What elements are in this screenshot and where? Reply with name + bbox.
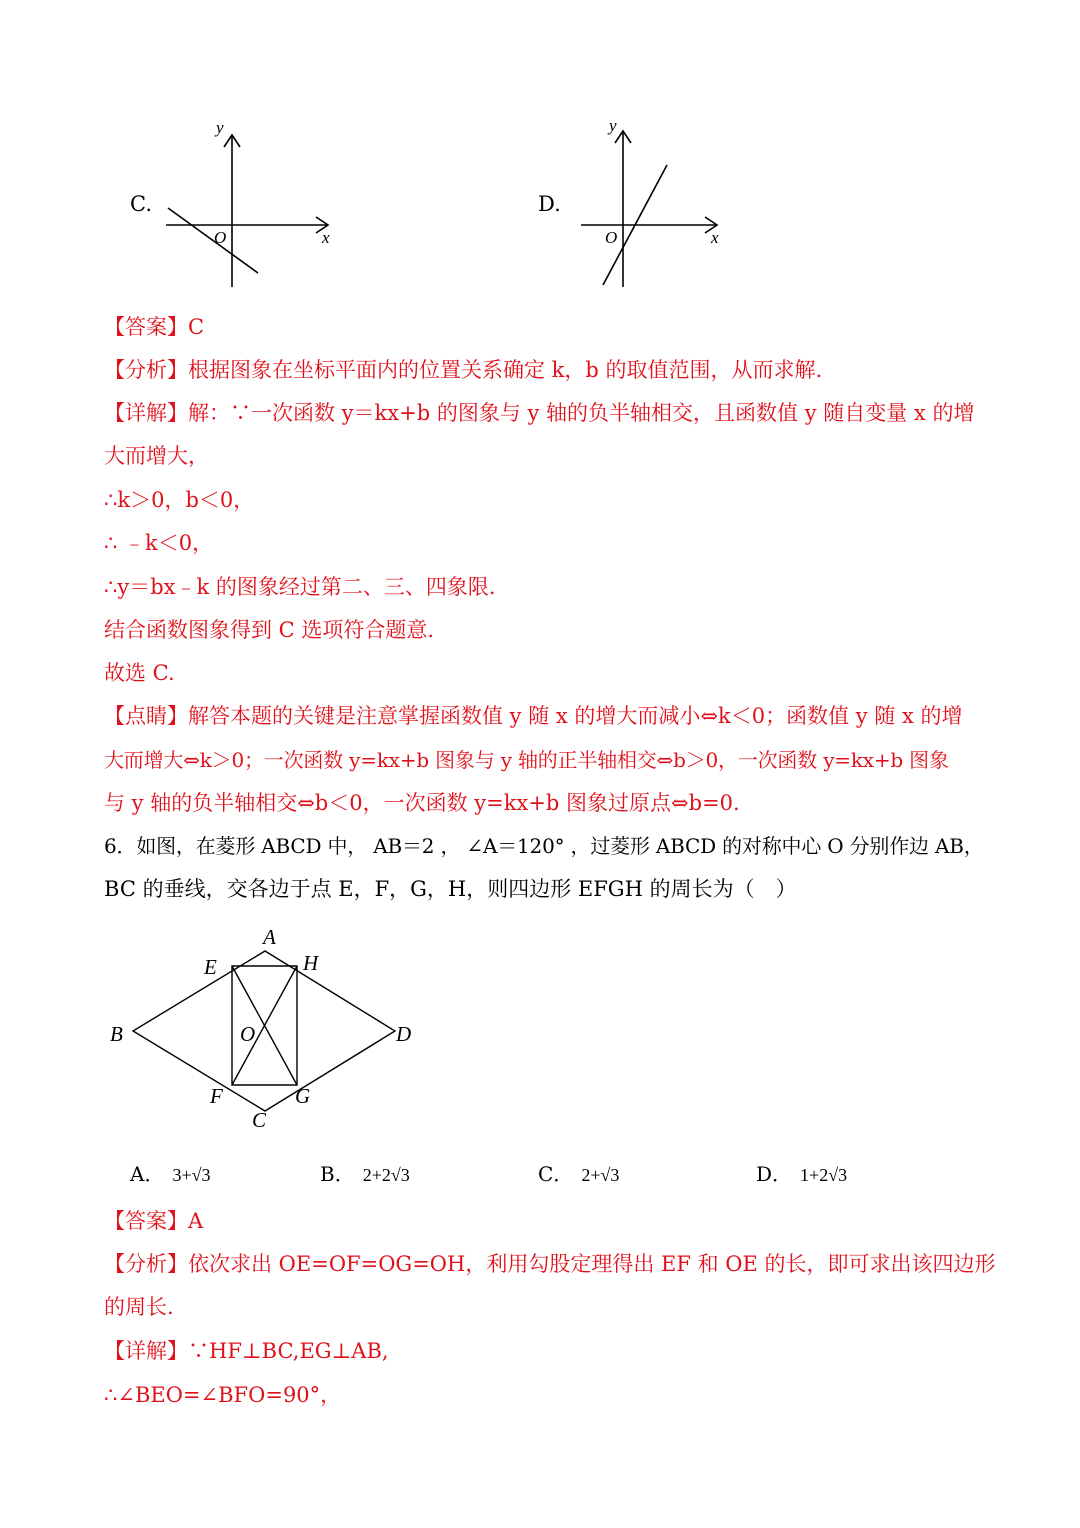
center-o-label: O — [240, 1022, 256, 1046]
q6-option-b[interactable] — [320, 1158, 410, 1187]
q5-analysis-text: 根据图象在坐标平面内的位置关系确定 k，b 的取值范围，从而求解. — [188, 358, 823, 382]
q6-analysis-line1 — [104, 1249, 995, 1279]
option-d-label: D. — [538, 192, 561, 216]
q5-analysis-label: 【分析】 — [104, 358, 188, 382]
rhombus-figure — [100, 920, 430, 1140]
q6-option-a[interactable] — [130, 1158, 210, 1187]
q5-answer-label: 【答案】 — [104, 315, 188, 339]
graph-d — [575, 115, 755, 290]
q5-step2: ∴ ﹣k＜0， — [104, 531, 214, 555]
option-c-label: C. — [130, 192, 152, 216]
vertex-d-label: D — [396, 1022, 412, 1046]
q6-option-d-value: 1+2√3 — [800, 1165, 848, 1185]
q5-detail-line1 — [104, 398, 974, 428]
q6-detail-line2: ∴∠BEO=∠BFO=90°， — [104, 1383, 342, 1407]
q6-detail-line1 — [104, 1336, 389, 1366]
q6-analysis-line2: 的周长. — [104, 1295, 174, 1319]
q6-option-d[interactable] — [756, 1158, 847, 1187]
q6-analysis-text1: 依次求出 OE=OF=OG=OH，利用勾股定理得出 EF 和 OE 的长，即可求出该四边形 — [188, 1252, 996, 1276]
q6-analysis-label: 【分析】 — [104, 1252, 188, 1276]
graph-d-y-label: y — [609, 116, 617, 135]
graph-c — [160, 115, 340, 290]
graph-d-x-label: x — [711, 228, 719, 247]
q6-option-b-letter: B． — [320, 1162, 355, 1186]
q6-option-a-letter: A． — [130, 1162, 165, 1186]
q6-question-line2: BC 的垂线，交各边于点 E，F，G，H，则四边形 EFGH 的周长为（ ） — [104, 877, 797, 901]
graph-c-origin-label: O — [214, 228, 227, 247]
q5-detail-label: 【详解】 — [104, 401, 188, 425]
q5-step4: 结合函数图象得到 C 选项符合题意. — [104, 618, 435, 642]
q5-comment-label: 【点睛】 — [104, 704, 188, 728]
q6-answer — [104, 1206, 203, 1236]
q6-detail-text1: ∵HF⊥BC,EG⊥AB, — [188, 1339, 389, 1363]
q6-option-c-value: 2+√3 — [581, 1165, 620, 1185]
point-g-label: G — [295, 1084, 311, 1108]
vertex-b-label: B — [110, 1022, 123, 1046]
q6-question-line1: 6．如图，在菱形 ABCD 中， AB＝2 ， ∠A＝120° ，过菱形 ABCD 的对称中心 O 分别作边 AB， — [104, 834, 984, 858]
q6-option-a-value: 3+√3 — [172, 1165, 211, 1185]
q5-comment-line3: 与 y 轴的负半轴相交⇔b＜0，一次函数 y=kx+b 图象过原点⇔b=0. — [104, 791, 740, 815]
point-f-label: F — [210, 1084, 223, 1108]
point-h-label: H — [303, 951, 319, 975]
q5-step1: ∴k＞0，b＜0， — [104, 488, 255, 512]
q5-comment-text1: 解答本题的关键是注意掌握函数值 y 随 x 的增大而减小⇔k＜0；函数值 y 随 x 的增 — [188, 704, 963, 728]
vertex-a-label: A — [263, 925, 276, 949]
q6-option-b-value: 2+2√3 — [362, 1165, 410, 1185]
q6-answer-label: 【答案】 — [104, 1209, 188, 1233]
q5-detail-text1: 解：∵一次函数 y＝kx+b 的图象与 y 轴的负半轴相交，且函数值 y 随自变量 x 的增 — [188, 401, 975, 425]
q6-option-c[interactable] — [538, 1158, 619, 1187]
q5-answer — [104, 312, 204, 342]
q6-detail-label: 【详解】 — [104, 1339, 188, 1363]
q6-option-d-letter: D． — [756, 1162, 793, 1186]
graph-c-y-label: y — [216, 118, 224, 137]
graph-d-origin-label: O — [605, 228, 618, 247]
vertex-c-label: C — [252, 1108, 267, 1132]
q5-analysis — [104, 355, 822, 385]
q5-detail-line2: 大而增大， — [104, 444, 209, 468]
q5-comment-line1 — [104, 701, 963, 731]
q5-step3: ∴y＝bx﹣k 的图象经过第二、三、四象限. — [104, 575, 496, 599]
q6-answer-value: A — [188, 1209, 204, 1233]
graph-c-x-label: x — [322, 228, 330, 247]
q5-comment-line2: 大而增大⇔k＞0；一次函数 y=kx+b 图象与 y 轴的正半轴相交⇔b＞0，一次函数 y=kx+b 图象 — [104, 748, 949, 772]
q5-step5: 故选 C. — [104, 661, 175, 685]
q6-option-c-letter: C． — [538, 1162, 574, 1186]
q5-answer-value: C — [188, 315, 205, 339]
point-e-label: E — [204, 955, 217, 979]
